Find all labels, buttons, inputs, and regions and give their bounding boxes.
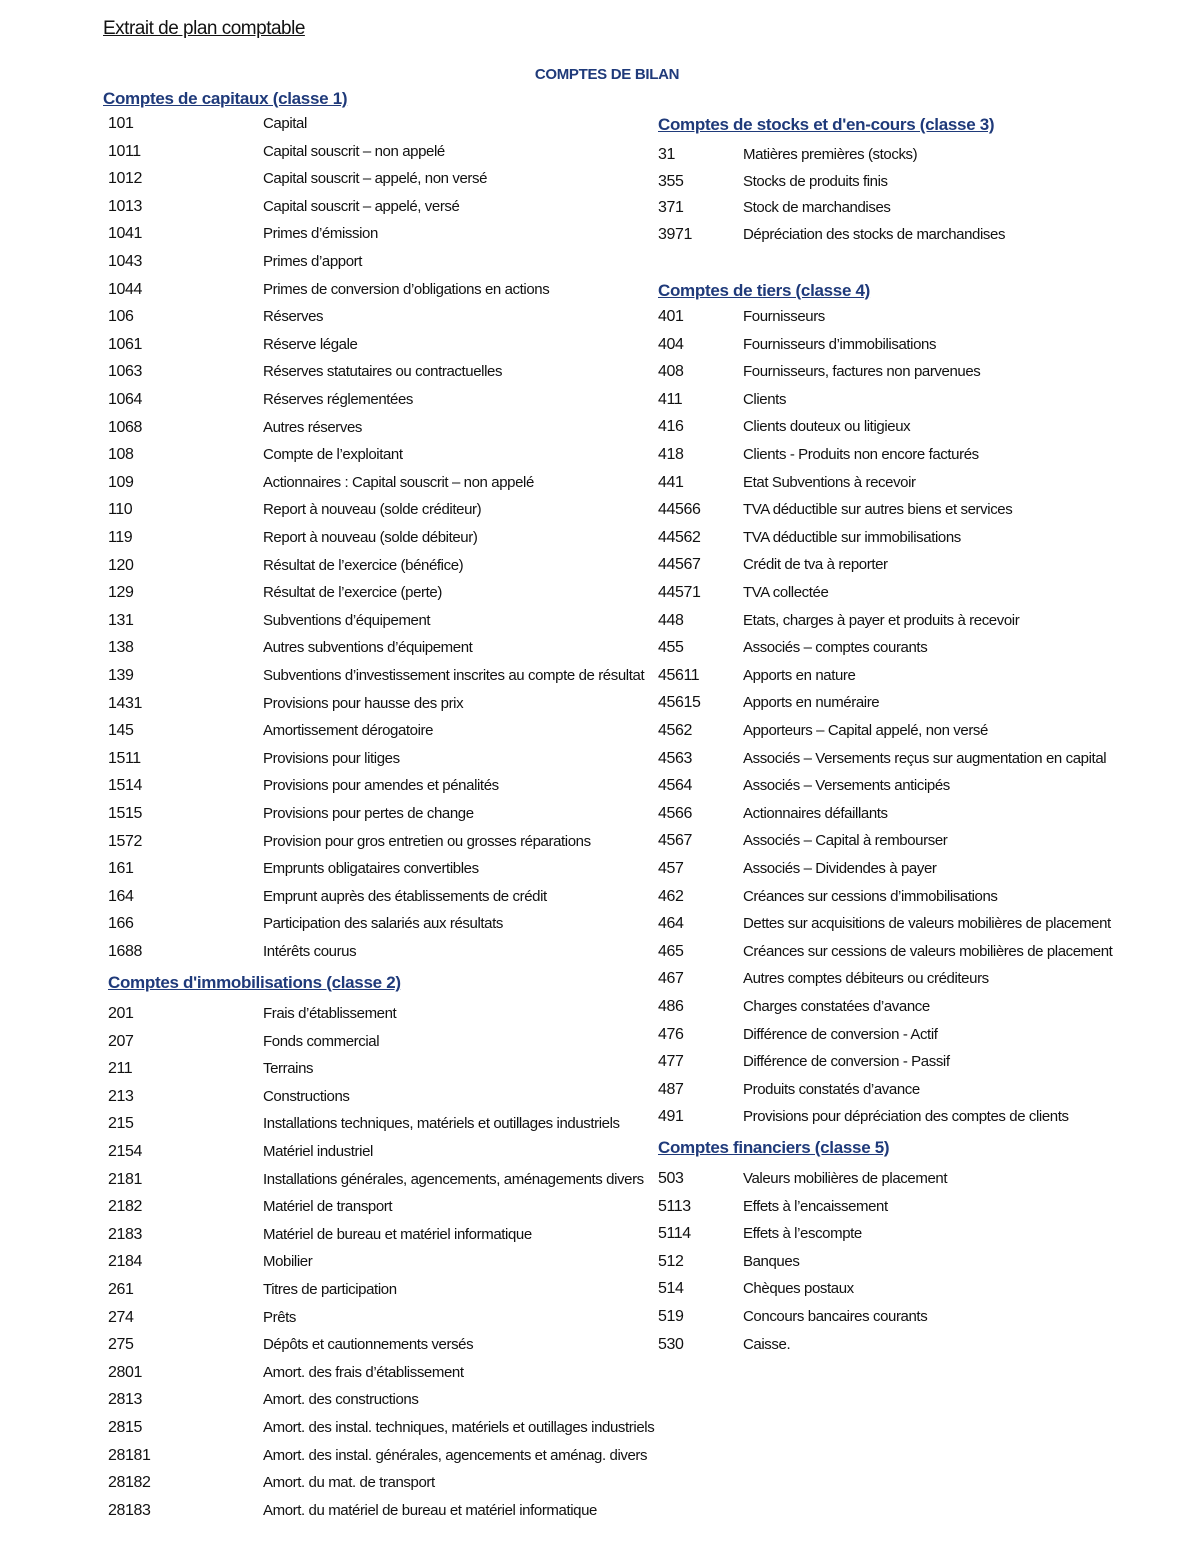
account-code: 44571 (658, 584, 701, 601)
account-label: Banques (743, 1252, 800, 1270)
account-code: 1043 (108, 253, 142, 270)
account-code: 1011 (108, 142, 141, 160)
account-code: 275 (108, 1336, 134, 1354)
account-label: Dépôts et cautionnements versés (263, 1336, 474, 1354)
section-title-classe-2: Comptes d'immobilisations (classe 2) (108, 973, 401, 992)
account-code: 465 (658, 942, 684, 960)
account-label: Subventions d’équipement (263, 611, 431, 629)
account-code: 1063 (108, 363, 142, 381)
account-label: Résultat de l’exercice (bénéfice) (263, 556, 464, 574)
account-code: 457 (658, 860, 684, 877)
account-label: Associés – Dividendes à payer (743, 860, 937, 877)
account-label: Intérêts courus (263, 943, 357, 960)
account-code: 408 (658, 363, 684, 381)
account-code: 4563 (658, 749, 692, 767)
account-label: Réserves statutaires ou contractuelles (263, 363, 503, 381)
account-code: 411 (658, 390, 683, 408)
account-label: Report à nouveau (solde créditeur) (263, 501, 482, 519)
account-label: Dépréciation des stocks de marchandises (743, 225, 1006, 243)
account-code: 448 (658, 611, 684, 629)
account-label: Matériel de bureau et matériel informatique (263, 1225, 532, 1243)
account-label: Provisions pour pertes de change (263, 805, 474, 822)
account-label: Constructions (263, 1087, 350, 1105)
account-code: 1688 (108, 943, 142, 960)
account-code: 4566 (658, 804, 692, 822)
account-label: Prêts (263, 1308, 297, 1326)
account-label: Compte de l’exploitant (263, 446, 403, 464)
account-code: 4562 (658, 722, 692, 739)
account-label: Amort. du matériel de bureau et matériel informatique (263, 1501, 597, 1519)
account-label: Provisions pour amendes et pénalités (263, 777, 499, 795)
account-code: 3971 (658, 225, 692, 243)
account-label: Capital (263, 115, 307, 132)
account-label: Dettes sur acquisitions de valeurs mobilières de placement (743, 915, 1111, 933)
account-code: 2184 (108, 1253, 142, 1271)
account-label: Capital souscrit – appelé, versé (263, 197, 460, 215)
account-code: 464 (658, 915, 684, 933)
account-code: 477 (658, 1053, 684, 1071)
account-label: Associés – comptes courants (743, 639, 928, 657)
account-label: Associés – Versements reçus sur augmentation en capital (743, 749, 1107, 767)
account-label: Différence de conversion - Actif (743, 1025, 938, 1043)
account-label: TVA déductible sur autres biens et services (743, 501, 1013, 519)
account-label: Autres comptes débiteurs ou créditeurs (743, 970, 989, 988)
account-code: 371 (658, 199, 684, 216)
section-title-classe-4: Comptes de tiers (classe 4) (658, 281, 871, 300)
account-code: 519 (658, 1308, 684, 1325)
account-code: 139 (108, 667, 134, 684)
account-code: 109 (108, 473, 134, 491)
account-label: Concours bancaires courants (743, 1308, 928, 1325)
account-label: Valeurs mobilières de placement (743, 1170, 948, 1187)
account-code: 28181 (108, 1446, 151, 1464)
account-code: 129 (108, 584, 134, 602)
account-code: 108 (108, 446, 134, 464)
account-code: 514 (658, 1280, 684, 1298)
account-code: 1431 (108, 694, 142, 712)
section-title-classe-1: Comptes de capitaux (classe 1) (103, 89, 348, 108)
account-code: 215 (108, 1115, 134, 1133)
account-code: 110 (108, 501, 133, 519)
account-label: Participation des salariés aux résultats (263, 915, 503, 933)
account-code: 530 (658, 1335, 684, 1353)
account-label: Report à nouveau (solde débiteur) (263, 529, 478, 546)
account-code: 1013 (108, 197, 142, 215)
account-code: 1572 (108, 832, 142, 850)
account-code: 28183 (108, 1501, 151, 1519)
account-label: Fournisseurs (743, 308, 825, 325)
account-label: Associés – Capital à rembourser (743, 832, 948, 850)
account-label: Clients (743, 390, 787, 408)
account-label: Installations techniques, matériels et outillages industriels (263, 1115, 620, 1133)
account-label: Provision pour gros entretien ou grosses réparations (263, 832, 591, 850)
account-code: 274 (108, 1308, 134, 1326)
account-label: Effets à l’encaissement (743, 1197, 888, 1215)
account-label: Amort. des instal. générales, agencements et aménag. divers (263, 1446, 648, 1464)
account-code: 512 (658, 1252, 684, 1270)
account-code: 44566 (658, 501, 701, 519)
account-code: 404 (658, 335, 684, 353)
account-label: Résultat de l’exercice (perte) (263, 584, 442, 602)
account-label: Réserves (263, 308, 324, 326)
account-label: Titres de participation (263, 1281, 397, 1298)
account-label: Créances sur cessions de valeurs mobilières de placement (743, 942, 1113, 960)
account-label: Provisions pour hausse des prix (263, 694, 464, 712)
account-label: Caisse. (743, 1335, 791, 1353)
account-code: 2181 (108, 1170, 142, 1188)
account-code: 355 (658, 172, 684, 190)
account-label: Apports en numéraire (743, 694, 880, 712)
account-code: 5114 (658, 1225, 691, 1243)
account-code: 120 (108, 556, 134, 574)
account-code: 1068 (108, 418, 142, 436)
account-label: Charges constatées d’avance (743, 998, 930, 1015)
account-label: Fournisseurs, factures non parvenues (743, 363, 981, 381)
account-code: 138 (108, 639, 134, 657)
account-code: 201 (108, 1005, 134, 1022)
account-code: 462 (658, 887, 684, 905)
account-code: 2183 (108, 1225, 142, 1243)
account-code: 5113 (658, 1197, 691, 1215)
account-label: Réserve légale (263, 335, 358, 353)
account-code: 2815 (108, 1419, 142, 1436)
account-code: 2801 (108, 1363, 142, 1381)
account-label: Autres réserves (263, 418, 363, 436)
account-code: 491 (658, 1108, 684, 1126)
account-label: Apporteurs – Capital appelé, non versé (743, 722, 988, 739)
account-code: 45615 (658, 694, 701, 712)
account-label: Actionnaires : Capital souscrit – non appelé (263, 473, 534, 491)
section-title-classe-3: Comptes de stocks et d'en-cours (classe 3) (658, 115, 995, 134)
account-code: 1064 (108, 391, 142, 408)
account-label: Réserves réglementées (263, 391, 414, 408)
account-code: 487 (658, 1080, 684, 1098)
account-code: 416 (658, 418, 684, 436)
account-label: Autres subventions d’équipement (263, 639, 473, 657)
account-code: 4567 (658, 832, 692, 850)
account-label: Capital souscrit – non appelé (263, 142, 445, 160)
account-code: 2154 (108, 1143, 142, 1160)
account-code: 441 (658, 473, 684, 491)
account-label: Crédit de tva à reporter (743, 556, 888, 574)
account-code: 467 (658, 970, 684, 988)
account-code: 503 (658, 1170, 684, 1187)
account-label: Subventions d’investissement inscrites au compte de résultat (263, 667, 645, 684)
account-label: Etat Subventions à recevoir (743, 473, 916, 491)
account-label: Terrains (263, 1060, 314, 1078)
account-label: Effets à l’escompte (743, 1225, 862, 1243)
account-label: Primes d’émission (263, 225, 378, 243)
account-code: 166 (108, 915, 134, 933)
account-code: 1041 (108, 225, 142, 243)
account-code: 1044 (108, 280, 142, 298)
account-code: 476 (658, 1025, 684, 1043)
account-label: Clients - Produits non encore facturés (743, 446, 979, 463)
main-heading: COMPTES DE BILAN (534, 66, 680, 83)
account-label: Fonds commercial (263, 1032, 380, 1050)
account-label: Primes d’apport (263, 253, 363, 270)
account-code: 455 (658, 639, 684, 657)
document-title: Extrait de plan comptable (103, 18, 305, 39)
account-code: 213 (108, 1087, 134, 1105)
account-label: Matériel de transport (263, 1198, 393, 1216)
account-code: 28182 (108, 1474, 151, 1492)
account-code: 161 (108, 860, 134, 878)
account-label: Stock de marchandises (743, 199, 891, 216)
account-label: Provisions pour litiges (263, 749, 400, 767)
account-label: Différence de conversion - Passif (743, 1053, 950, 1071)
account-code: 106 (108, 308, 134, 326)
account-label: Fournisseurs d’immobilisations (743, 335, 937, 353)
account-code: 101 (108, 115, 134, 132)
account-label: Etats, charges à payer et produits à recevoir (743, 611, 1020, 629)
account-label: Chèques postaux (743, 1280, 854, 1298)
account-label: Capital souscrit – appelé, non versé (263, 170, 488, 188)
account-code: 44562 (658, 528, 701, 546)
account-label: Frais d’établissement (263, 1005, 397, 1022)
account-label: Amort. des instal. techniques, matériels et outillages industriels (263, 1419, 655, 1436)
account-code: 119 (108, 529, 133, 546)
account-label: Produits constatés d’avance (743, 1080, 920, 1098)
account-code: 145 (108, 722, 134, 740)
account-label: Matériel industriel (263, 1143, 373, 1160)
account-label: Créances sur cessions d’immobilisations (743, 887, 998, 905)
account-code: 418 (658, 446, 684, 463)
account-code: 2182 (108, 1198, 142, 1216)
account-code: 44567 (658, 556, 701, 574)
account-label: Emprunt auprès des établissements de crédit (263, 887, 547, 905)
account-code: 1511 (108, 749, 141, 767)
section-title-classe-5: Comptes financiers (classe 5) (658, 1138, 890, 1157)
account-label: Matières premières (stocks) (743, 146, 918, 163)
account-code: 4564 (658, 777, 692, 795)
account-code: 31 (658, 146, 675, 163)
account-code: 1061 (108, 335, 142, 353)
account-label: Installations générales, agencements, aménagements divers (263, 1170, 644, 1188)
account-label: Associés – Versements anticipés (743, 777, 950, 795)
account-label: Amortissement dérogatoire (263, 722, 434, 740)
account-code: 2813 (108, 1391, 142, 1409)
account-code: 261 (108, 1281, 134, 1298)
account-label: TVA collectée (743, 584, 829, 601)
account-code: 486 (658, 998, 684, 1015)
account-code: 1012 (108, 170, 142, 188)
account-label: Actionnaires défaillants (743, 804, 888, 822)
account-code: 1515 (108, 805, 142, 822)
account-label: Amort. du mat. de transport (263, 1474, 435, 1492)
account-label: Amort. des constructions (263, 1391, 419, 1409)
account-label: TVA déductible sur immobilisations (743, 528, 961, 546)
account-code: 207 (108, 1032, 134, 1050)
account-label: Mobilier (263, 1253, 313, 1271)
account-code: 164 (108, 887, 134, 905)
account-code: 45611 (658, 666, 700, 684)
account-label: Primes de conversion d’obligations en actions (263, 280, 550, 298)
account-label: Apports en nature (743, 666, 856, 684)
account-label: Provisions pour dépréciation des comptes de clients (743, 1108, 1069, 1126)
account-code: 1514 (108, 777, 142, 795)
account-label: Clients douteux ou litigieux (743, 418, 911, 436)
account-code: 131 (108, 611, 134, 629)
account-label: Emprunts obligataires convertibles (263, 860, 479, 878)
account-code: 211 (108, 1060, 133, 1078)
account-code: 401 (658, 308, 684, 325)
account-label: Stocks de produits finis (743, 172, 888, 190)
account-label: Amort. des frais d’établissement (263, 1363, 464, 1381)
